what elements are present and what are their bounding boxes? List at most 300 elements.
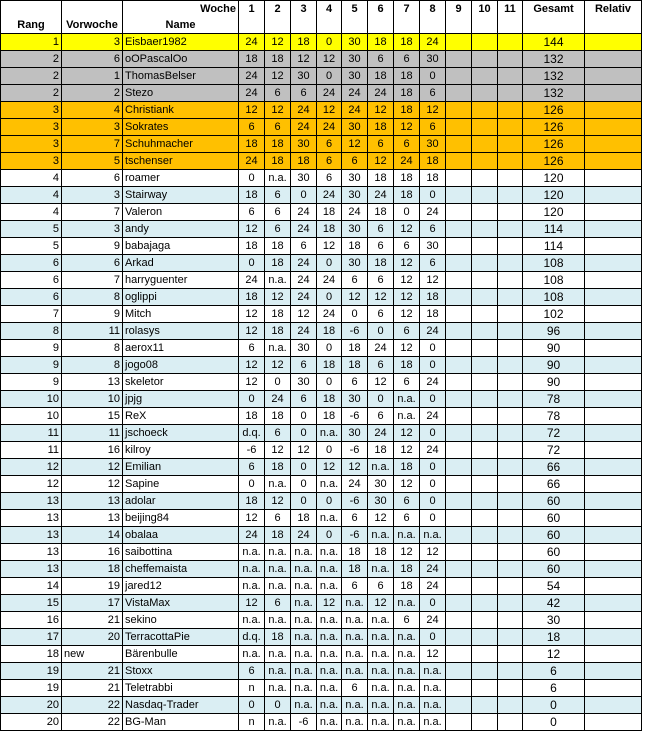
week-score-cell[interactable]: 24 [317, 85, 342, 102]
player-name-cell[interactable]: aerox11 [123, 340, 239, 357]
rang-cell[interactable]: 19 [1, 680, 62, 697]
player-name-cell[interactable]: Stairway [123, 187, 239, 204]
week-score-cell[interactable]: n.a. [342, 646, 368, 663]
week-score-cell[interactable]: 24 [420, 578, 446, 595]
week-score-cell[interactable]: 0 [368, 391, 394, 408]
week-score-cell[interactable] [472, 544, 498, 561]
week-score-cell[interactable] [472, 595, 498, 612]
week-score-cell[interactable]: 6 [394, 136, 420, 153]
week-score-cell[interactable] [498, 34, 523, 51]
week-score-cell[interactable]: 6 [394, 510, 420, 527]
vorwoche-cell[interactable]: 4 [62, 102, 123, 119]
week-score-cell[interactable]: 12 [394, 544, 420, 561]
week-score-cell[interactable]: 12 [317, 595, 342, 612]
week-score-cell[interactable]: 18 [239, 238, 265, 255]
week-score-cell[interactable]: 0 [420, 425, 446, 442]
week-score-cell[interactable] [472, 561, 498, 578]
week-score-cell[interactable]: 0 [317, 374, 342, 391]
week-score-cell[interactable]: 0 [420, 476, 446, 493]
week-score-cell[interactable] [498, 51, 523, 68]
week-score-cell[interactable]: 24 [342, 204, 368, 221]
rang-cell[interactable]: 3 [1, 136, 62, 153]
week-score-cell[interactable]: 30 [368, 493, 394, 510]
week-score-cell[interactable]: -6 [342, 408, 368, 425]
player-name-cell[interactable]: Arkad [123, 255, 239, 272]
week-score-cell[interactable] [446, 357, 472, 374]
player-name-cell[interactable]: Christiank [123, 102, 239, 119]
week-score-cell[interactable]: n.a. [265, 340, 291, 357]
week-score-cell[interactable]: 18 [368, 119, 394, 136]
week-score-cell[interactable] [498, 561, 523, 578]
week-score-cell[interactable]: 24 [420, 561, 446, 578]
week-score-cell[interactable] [498, 476, 523, 493]
relativ-cell[interactable] [585, 119, 642, 136]
relativ-cell[interactable] [585, 34, 642, 51]
week-score-cell[interactable] [498, 629, 523, 646]
week-score-cell[interactable]: 6 [265, 85, 291, 102]
week-score-cell[interactable]: 18 [265, 527, 291, 544]
vorwoche-cell[interactable]: 13 [62, 374, 123, 391]
vorwoche-cell[interactable]: new [62, 646, 123, 663]
week-score-cell[interactable]: 18 [394, 357, 420, 374]
week-score-cell[interactable]: 30 [342, 119, 368, 136]
rang-cell[interactable]: 6 [1, 255, 62, 272]
rang-cell[interactable]: 11 [1, 442, 62, 459]
week-score-cell[interactable]: 24 [239, 153, 265, 170]
week-score-cell[interactable]: 6 [317, 136, 342, 153]
rang-cell[interactable]: 15 [1, 595, 62, 612]
week-score-cell[interactable]: 18 [368, 204, 394, 221]
gesamt-cell[interactable]: 108 [523, 289, 585, 306]
week-score-cell[interactable]: 24 [368, 187, 394, 204]
week-score-cell[interactable]: n.a. [368, 714, 394, 731]
rang-cell[interactable]: 13 [1, 510, 62, 527]
week-score-cell[interactable]: 24 [317, 272, 342, 289]
header-blank-cell[interactable] [472, 17, 498, 34]
week-score-cell[interactable]: 24 [239, 34, 265, 51]
rang-cell[interactable]: 13 [1, 493, 62, 510]
player-name-cell[interactable]: sekino [123, 612, 239, 629]
week-score-cell[interactable]: n.a. [394, 391, 420, 408]
player-name-cell[interactable]: oglippi [123, 289, 239, 306]
week-score-cell[interactable]: 12 [394, 255, 420, 272]
header-blank-cell[interactable] [317, 17, 342, 34]
gesamt-cell[interactable]: 60 [523, 527, 585, 544]
gesamt-cell[interactable]: 60 [523, 510, 585, 527]
gesamt-cell[interactable]: 78 [523, 408, 585, 425]
rang-cell[interactable]: 16 [1, 612, 62, 629]
week-score-cell[interactable]: 18 [368, 170, 394, 187]
relativ-cell[interactable] [585, 527, 642, 544]
week-score-cell[interactable] [472, 578, 498, 595]
week-score-cell[interactable]: 0 [291, 187, 317, 204]
week-score-cell[interactable]: 24 [291, 221, 317, 238]
gesamt-cell[interactable]: 144 [523, 34, 585, 51]
header-blank-cell[interactable] [394, 17, 420, 34]
week-score-cell[interactable]: n.a. [291, 629, 317, 646]
week-score-cell[interactable] [446, 612, 472, 629]
week-score-cell[interactable]: 12 [368, 595, 394, 612]
gesamt-cell[interactable]: 126 [523, 136, 585, 153]
relativ-cell[interactable] [585, 255, 642, 272]
header-week-8[interactable]: 8 [420, 1, 446, 18]
gesamt-cell[interactable]: 126 [523, 153, 585, 170]
week-score-cell[interactable]: 0 [420, 459, 446, 476]
player-name-cell[interactable]: rolasys [123, 323, 239, 340]
gesamt-cell[interactable]: 66 [523, 476, 585, 493]
week-score-cell[interactable]: 30 [420, 238, 446, 255]
week-score-cell[interactable]: 18 [342, 357, 368, 374]
week-score-cell[interactable]: n.a. [317, 425, 342, 442]
gesamt-cell[interactable]: 42 [523, 595, 585, 612]
week-score-cell[interactable]: 24 [265, 391, 291, 408]
week-score-cell[interactable]: 0 [420, 629, 446, 646]
week-score-cell[interactable]: 12 [420, 272, 446, 289]
week-score-cell[interactable]: n.a. [420, 680, 446, 697]
week-score-cell[interactable]: 12 [420, 544, 446, 561]
week-score-cell[interactable]: 12 [420, 102, 446, 119]
player-name-cell[interactable]: obalaa [123, 527, 239, 544]
relativ-cell[interactable] [585, 493, 642, 510]
week-score-cell[interactable]: 30 [342, 34, 368, 51]
week-score-cell[interactable]: 24 [342, 85, 368, 102]
vorwoche-cell[interactable]: 22 [62, 714, 123, 731]
relativ-cell[interactable] [585, 102, 642, 119]
week-score-cell[interactable]: n.a. [239, 646, 265, 663]
rang-cell[interactable]: 4 [1, 204, 62, 221]
week-score-cell[interactable] [498, 544, 523, 561]
week-score-cell[interactable]: 18 [342, 561, 368, 578]
week-score-cell[interactable]: 6 [368, 578, 394, 595]
week-score-cell[interactable]: n.a. [342, 595, 368, 612]
week-score-cell[interactable] [472, 119, 498, 136]
relativ-cell[interactable] [585, 204, 642, 221]
gesamt-cell[interactable]: 108 [523, 272, 585, 289]
relativ-cell[interactable] [585, 391, 642, 408]
week-score-cell[interactable]: 6 [420, 221, 446, 238]
week-score-cell[interactable] [472, 357, 498, 374]
week-score-cell[interactable]: n.a. [291, 663, 317, 680]
week-score-cell[interactable]: n.a. [291, 544, 317, 561]
vorwoche-cell[interactable]: 9 [62, 238, 123, 255]
gesamt-cell[interactable]: 90 [523, 340, 585, 357]
week-score-cell[interactable] [472, 323, 498, 340]
week-score-cell[interactable]: 12 [368, 374, 394, 391]
relativ-cell[interactable] [585, 425, 642, 442]
week-score-cell[interactable] [498, 391, 523, 408]
week-score-cell[interactable]: n [239, 680, 265, 697]
week-score-cell[interactable]: 0 [291, 425, 317, 442]
week-score-cell[interactable]: 6 [342, 510, 368, 527]
week-score-cell[interactable] [472, 459, 498, 476]
header-blank-cell[interactable] [446, 17, 472, 34]
relativ-cell[interactable] [585, 544, 642, 561]
week-score-cell[interactable] [472, 272, 498, 289]
week-score-cell[interactable] [472, 102, 498, 119]
player-name-cell[interactable]: andy [123, 221, 239, 238]
vorwoche-cell[interactable]: 18 [62, 561, 123, 578]
week-score-cell[interactable]: 0 [291, 476, 317, 493]
week-score-cell[interactable] [472, 646, 498, 663]
rang-cell[interactable]: 12 [1, 459, 62, 476]
week-score-cell[interactable]: n.a. [265, 646, 291, 663]
week-score-cell[interactable]: 12 [239, 221, 265, 238]
vorwoche-cell[interactable]: 7 [62, 204, 123, 221]
week-score-cell[interactable]: 12 [420, 646, 446, 663]
week-score-cell[interactable]: 18 [394, 459, 420, 476]
week-score-cell[interactable]: 0 [239, 170, 265, 187]
vorwoche-cell[interactable]: 3 [62, 187, 123, 204]
vorwoche-cell[interactable]: 20 [62, 629, 123, 646]
week-score-cell[interactable]: 12 [291, 51, 317, 68]
week-score-cell[interactable]: 18 [265, 255, 291, 272]
week-score-cell[interactable] [472, 391, 498, 408]
rang-cell[interactable]: 11 [1, 425, 62, 442]
relativ-cell[interactable] [585, 170, 642, 187]
relativ-cell[interactable] [585, 136, 642, 153]
week-score-cell[interactable]: 18 [420, 153, 446, 170]
rang-cell[interactable]: 4 [1, 170, 62, 187]
week-score-cell[interactable]: 30 [291, 136, 317, 153]
vorwoche-cell[interactable]: 8 [62, 357, 123, 374]
header-blank-cell[interactable] [265, 17, 291, 34]
week-score-cell[interactable]: n.a. [368, 459, 394, 476]
week-score-cell[interactable]: n.a. [368, 663, 394, 680]
week-score-cell[interactable]: 30 [342, 221, 368, 238]
relativ-cell[interactable] [585, 561, 642, 578]
vorwoche-cell[interactable]: 16 [62, 442, 123, 459]
week-score-cell[interactable]: 24 [420, 408, 446, 425]
header-blank-cell[interactable] [523, 17, 585, 34]
week-score-cell[interactable]: 18 [394, 170, 420, 187]
gesamt-cell[interactable]: 6 [523, 663, 585, 680]
header-week-11[interactable]: 11 [498, 1, 523, 18]
week-score-cell[interactable] [446, 272, 472, 289]
week-score-cell[interactable] [472, 136, 498, 153]
week-score-cell[interactable]: 18 [317, 221, 342, 238]
week-score-cell[interactable] [446, 170, 472, 187]
week-score-cell[interactable]: n.a. [265, 612, 291, 629]
week-score-cell[interactable] [498, 187, 523, 204]
week-score-cell[interactable]: 18 [265, 136, 291, 153]
rang-cell[interactable]: 10 [1, 408, 62, 425]
gesamt-cell[interactable]: 120 [523, 170, 585, 187]
week-score-cell[interactable]: 24 [317, 306, 342, 323]
week-score-cell[interactable]: 6 [239, 204, 265, 221]
week-score-cell[interactable]: 24 [420, 612, 446, 629]
relativ-cell[interactable] [585, 459, 642, 476]
week-score-cell[interactable]: 0 [317, 493, 342, 510]
week-score-cell[interactable]: d.q. [239, 425, 265, 442]
gesamt-cell[interactable]: 120 [523, 187, 585, 204]
week-score-cell[interactable] [446, 119, 472, 136]
header-blank-rang[interactable] [1, 1, 62, 18]
week-score-cell[interactable]: 24 [317, 187, 342, 204]
week-score-cell[interactable] [446, 374, 472, 391]
week-score-cell[interactable]: 18 [265, 51, 291, 68]
week-score-cell[interactable]: 0 [420, 510, 446, 527]
player-name-cell[interactable]: skeletor [123, 374, 239, 391]
rang-cell[interactable]: 13 [1, 561, 62, 578]
week-score-cell[interactable]: 6 [368, 238, 394, 255]
gesamt-cell[interactable]: 60 [523, 544, 585, 561]
week-score-cell[interactable] [446, 34, 472, 51]
rang-cell[interactable]: 13 [1, 527, 62, 544]
week-score-cell[interactable] [498, 442, 523, 459]
week-score-cell[interactable]: 12 [265, 68, 291, 85]
rang-cell[interactable]: 19 [1, 663, 62, 680]
week-score-cell[interactable]: n.a. [394, 595, 420, 612]
week-score-cell[interactable] [498, 68, 523, 85]
week-score-cell[interactable] [446, 289, 472, 306]
week-score-cell[interactable]: 24 [291, 102, 317, 119]
player-name-cell[interactable]: Eisbaer1982 [123, 34, 239, 51]
week-score-cell[interactable] [472, 527, 498, 544]
relativ-cell[interactable] [585, 663, 642, 680]
player-name-cell[interactable]: Mitch [123, 306, 239, 323]
week-score-cell[interactable]: 0 [342, 306, 368, 323]
week-score-cell[interactable]: 6 [239, 459, 265, 476]
week-score-cell[interactable]: 6 [265, 425, 291, 442]
week-score-cell[interactable]: 0 [420, 493, 446, 510]
header-blank-cell[interactable] [368, 17, 394, 34]
week-score-cell[interactable]: n.a. [420, 714, 446, 731]
week-score-cell[interactable]: 6 [291, 238, 317, 255]
relativ-cell[interactable] [585, 714, 642, 731]
rang-cell[interactable]: 1 [1, 34, 62, 51]
vorwoche-cell[interactable]: 3 [62, 34, 123, 51]
week-score-cell[interactable]: 12 [317, 51, 342, 68]
gesamt-cell[interactable]: 102 [523, 306, 585, 323]
player-name-cell[interactable]: Schuhmacher [123, 136, 239, 153]
week-score-cell[interactable]: 0 [317, 289, 342, 306]
week-score-cell[interactable]: n.a. [368, 680, 394, 697]
week-score-cell[interactable]: n.a. [317, 510, 342, 527]
week-score-cell[interactable] [446, 425, 472, 442]
week-score-cell[interactable]: 12 [239, 306, 265, 323]
week-score-cell[interactable]: 18 [239, 187, 265, 204]
week-score-cell[interactable]: 12 [394, 442, 420, 459]
week-score-cell[interactable]: 24 [317, 119, 342, 136]
week-score-cell[interactable]: 18 [239, 408, 265, 425]
relativ-cell[interactable] [585, 85, 642, 102]
player-name-cell[interactable]: ThomasBelser [123, 68, 239, 85]
week-score-cell[interactable] [498, 680, 523, 697]
rang-cell[interactable]: 20 [1, 714, 62, 731]
week-score-cell[interactable]: 18 [317, 204, 342, 221]
week-score-cell[interactable] [446, 238, 472, 255]
week-score-cell[interactable]: -6 [342, 442, 368, 459]
player-name-cell[interactable]: jared12 [123, 578, 239, 595]
week-score-cell[interactable] [472, 187, 498, 204]
week-score-cell[interactable]: 12 [368, 289, 394, 306]
week-score-cell[interactable]: 12 [394, 272, 420, 289]
week-score-cell[interactable]: 0 [317, 340, 342, 357]
week-score-cell[interactable]: n.a. [342, 629, 368, 646]
week-score-cell[interactable] [472, 34, 498, 51]
week-score-cell[interactable]: 30 [291, 374, 317, 391]
week-score-cell[interactable]: -6 [239, 442, 265, 459]
week-score-cell[interactable]: 0 [239, 476, 265, 493]
relativ-cell[interactable] [585, 578, 642, 595]
week-score-cell[interactable]: 18 [291, 510, 317, 527]
week-score-cell[interactable]: 6 [368, 306, 394, 323]
week-score-cell[interactable]: n.a. [265, 578, 291, 595]
header-week-7[interactable]: 7 [394, 1, 420, 18]
week-score-cell[interactable] [498, 527, 523, 544]
relativ-cell[interactable] [585, 442, 642, 459]
week-score-cell[interactable]: 6 [368, 272, 394, 289]
week-score-cell[interactable]: 18 [394, 68, 420, 85]
week-score-cell[interactable]: 12 [239, 323, 265, 340]
week-score-cell[interactable]: n.a. [317, 476, 342, 493]
week-score-cell[interactable] [446, 323, 472, 340]
rang-cell[interactable]: 9 [1, 357, 62, 374]
week-score-cell[interactable]: n.a. [291, 646, 317, 663]
week-score-cell[interactable] [498, 102, 523, 119]
gesamt-cell[interactable]: 120 [523, 204, 585, 221]
gesamt-cell[interactable]: 0 [523, 697, 585, 714]
week-score-cell[interactable] [498, 612, 523, 629]
week-score-cell[interactable] [446, 306, 472, 323]
week-score-cell[interactable]: 0 [317, 527, 342, 544]
week-score-cell[interactable] [498, 340, 523, 357]
week-score-cell[interactable] [498, 221, 523, 238]
rang-cell[interactable]: 6 [1, 289, 62, 306]
week-score-cell[interactable]: 6 [291, 357, 317, 374]
relativ-cell[interactable] [585, 357, 642, 374]
gesamt-cell[interactable]: 108 [523, 255, 585, 272]
vorwoche-cell[interactable]: 7 [62, 136, 123, 153]
gesamt-cell[interactable]: 132 [523, 68, 585, 85]
week-score-cell[interactable]: n.a. [394, 527, 420, 544]
week-score-cell[interactable]: 18 [265, 323, 291, 340]
week-score-cell[interactable] [446, 340, 472, 357]
week-score-cell[interactable]: n.a. [342, 612, 368, 629]
week-score-cell[interactable]: 6 [394, 51, 420, 68]
week-score-cell[interactable]: 18 [265, 459, 291, 476]
vorwoche-cell[interactable]: 15 [62, 408, 123, 425]
week-score-cell[interactable]: 18 [368, 442, 394, 459]
week-score-cell[interactable]: 30 [342, 170, 368, 187]
week-score-cell[interactable]: 12 [291, 306, 317, 323]
relativ-cell[interactable] [585, 374, 642, 391]
week-score-cell[interactable]: n.a. [265, 170, 291, 187]
week-score-cell[interactable] [446, 680, 472, 697]
header-blank-cell[interactable] [498, 17, 523, 34]
week-score-cell[interactable]: 6 [394, 493, 420, 510]
week-score-cell[interactable] [498, 153, 523, 170]
week-score-cell[interactable]: 12 [342, 459, 368, 476]
week-score-cell[interactable]: 0 [291, 408, 317, 425]
rang-cell[interactable]: 3 [1, 119, 62, 136]
week-score-cell[interactable]: 6 [342, 272, 368, 289]
week-score-cell[interactable]: 0 [239, 255, 265, 272]
week-score-cell[interactable]: 12 [239, 374, 265, 391]
gesamt-cell[interactable]: 126 [523, 119, 585, 136]
week-score-cell[interactable]: 18 [368, 68, 394, 85]
player-name-cell[interactable]: VistaMax [123, 595, 239, 612]
header-relativ[interactable]: Relativ [585, 1, 642, 18]
week-score-cell[interactable]: 6 [342, 153, 368, 170]
vorwoche-cell[interactable]: 1 [62, 68, 123, 85]
relativ-cell[interactable] [585, 408, 642, 425]
week-score-cell[interactable]: 24 [420, 442, 446, 459]
week-score-cell[interactable]: n [239, 714, 265, 731]
week-score-cell[interactable]: 24 [368, 340, 394, 357]
week-score-cell[interactable]: 6 [368, 357, 394, 374]
vorwoche-cell[interactable]: 12 [62, 459, 123, 476]
